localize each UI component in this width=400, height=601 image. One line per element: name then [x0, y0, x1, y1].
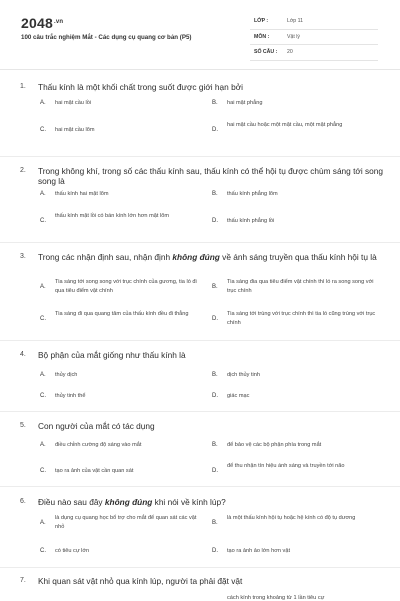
question-7-text: Khi quan sát vật nhỏ qua kính lúp, người ta phải đặt vật: [38, 576, 243, 586]
option-letter-d: D.: [212, 218, 218, 224]
option-text: để bảo vệ các bộ phận phía trong mắt: [227, 442, 322, 448]
option-text: thấu kính hai mặt lõm: [55, 191, 109, 197]
question-2-number: 2.: [20, 167, 26, 174]
option-letter-c: C.: [40, 218, 46, 224]
meta-row-count: [250, 45, 378, 61]
question-3-number: 3.: [20, 253, 26, 260]
meta-table: [250, 14, 378, 61]
option-text: Tia sáng đi qua quang tâm của thấu kính đều đi thẳng: [55, 311, 189, 317]
question-3-text: [38, 252, 393, 262]
question-2: [0, 156, 400, 243]
option-text: thấu kính phẳng lồi: [227, 218, 275, 224]
meta-count-label: SỐ CÂU :: [250, 45, 287, 61]
page-header: [0, 0, 400, 68]
option-letter-b: B.: [212, 100, 218, 106]
question-6-text-before: Điều nào sau đây: [38, 497, 105, 507]
question-5: [0, 411, 400, 487]
document-title: 100 câu trắc nghiệm Mắt - Các dụng cụ quang cơ bản (P5): [21, 34, 192, 41]
option-text: tạo ra ảnh ảo lớn hơn vật: [227, 548, 291, 554]
question-7: [0, 567, 400, 601]
option-text: tạo ra ảnh của vật cần quan sát: [55, 468, 134, 474]
option-letter-d: D.: [212, 393, 218, 399]
option-letter-c: C.: [40, 393, 46, 399]
question-4: [0, 340, 400, 412]
question-7-number: 7.: [20, 577, 26, 584]
option-letter-d: D.: [212, 316, 218, 322]
option-text: Tia sáng tới song song với trục chính của gương, tia ló đi qua tiêu điểm vật chính: [55, 279, 197, 294]
option-letter-c: C.: [40, 468, 46, 474]
meta-row-class: [250, 14, 378, 29]
option-text: điều chỉnh cường độ sáng vào mắt: [55, 442, 142, 448]
question-4-number: 4.: [20, 351, 26, 358]
option-letter-a: A.: [40, 520, 46, 526]
question-2-text: Trong không khí, trong số các thấu kính sau, thấu kính có thể hội tụ được chùm sáng tới song song là: [38, 166, 383, 186]
option-text: thủy dịch: [55, 372, 78, 378]
option-letter-c: C.: [40, 316, 46, 322]
question-3: [0, 242, 400, 347]
meta-class-value: Lớp 11: [287, 14, 378, 29]
option-text: thủy tinh thể: [55, 393, 86, 399]
meta-subject-label: MÔN :: [250, 29, 287, 45]
logo-main-text: 2048: [21, 15, 53, 31]
option-text: dịch thủy tinh: [227, 372, 260, 378]
option-letter-b: B.: [212, 372, 218, 378]
option-letter-c: C.: [40, 127, 46, 133]
option-text: hai mặt cầu lồi: [55, 100, 92, 106]
option-letter-a: A.: [40, 100, 46, 106]
question-3-text-emphasis: không đúng: [172, 252, 220, 262]
option-text: thấu kính phẳng lõm: [227, 191, 278, 197]
question-1-text: Thấu kính là một khối chất trong suốt được giới hạn bởi: [38, 82, 243, 92]
option-letter-a: A.: [40, 372, 46, 378]
question-6-text-after: khi nói về kính lúp?: [152, 497, 226, 507]
logo-tld-text: .vn: [53, 19, 64, 25]
question-1-number: 1.: [20, 83, 26, 90]
meta-count-value: 20: [287, 45, 378, 61]
option-text: cách kính trong khoảng từ 1 lần tiêu cự: [227, 595, 325, 601]
option-text: hai mặt cầu lõm: [55, 127, 95, 133]
option-letter-a: A.: [40, 284, 46, 290]
question-6-text-emphasis: không đúng: [104, 497, 153, 507]
option-letter-b: B.: [212, 284, 218, 290]
question-3-text-before: Trong các nhận định sau, nhận định: [38, 252, 173, 262]
meta-subject-value: Vật lý: [287, 29, 378, 45]
option-letter-b: B.: [212, 442, 218, 448]
question-5-number: 5.: [20, 422, 26, 429]
meta-class-label: LỚP :: [250, 14, 287, 29]
option-text: hai mặt phẳng: [227, 100, 263, 106]
option-letter-d: D.: [212, 548, 218, 554]
option-text: Tia sáng đia qua tiêu điểm vật chính thì ló ra song song với trục chính: [227, 279, 374, 294]
option-letter-d: D.: [212, 127, 218, 133]
option-letter-a: A.: [40, 442, 46, 448]
meta-row-subject: [250, 29, 378, 45]
option-text: Tia sáng tới trùng với trục chính thì tia ló cũng trùng với trục chính: [227, 311, 376, 326]
question-3-text-after: về ánh sáng truyền qua thấu kính hội tụ là: [219, 252, 377, 262]
option-text: để thu nhận tín hiệu ánh sáng và truyền tới não: [227, 463, 345, 469]
option-text: là dụng cụ quang học bổ trợ cho mắt để quan sát các vật nhỏ: [55, 515, 197, 530]
question-4-text: Bộ phận của mắt giống như thấu kính là: [38, 350, 186, 360]
question-6-text: [38, 497, 393, 507]
question-6-number: 6.: [20, 498, 26, 505]
option-text: hai mặt cầu hoặc một mặt cầu, một mặt phẳng: [227, 122, 343, 128]
option-letter-b: B.: [212, 191, 218, 197]
question-5-text: Con người của mắt có tác dụng: [38, 421, 155, 431]
site-logo[interactable]: [21, 15, 63, 31]
option-letter-d: D.: [212, 468, 218, 474]
option-letter-a: A.: [40, 191, 46, 197]
question-6: [0, 486, 400, 568]
option-text: giác mạc: [227, 393, 250, 399]
option-letter-b: B.: [212, 520, 218, 526]
question-1: [0, 70, 400, 156]
option-text: là một thấu kính hội tụ hoặc hệ kính có độ tụ dương: [227, 515, 356, 521]
option-text: có tiêu cự lớn: [55, 548, 90, 554]
option-letter-c: C.: [40, 548, 46, 554]
option-text: thấu kính mặt lồi có bán kính lớn hơn mặt lõm: [55, 213, 169, 219]
